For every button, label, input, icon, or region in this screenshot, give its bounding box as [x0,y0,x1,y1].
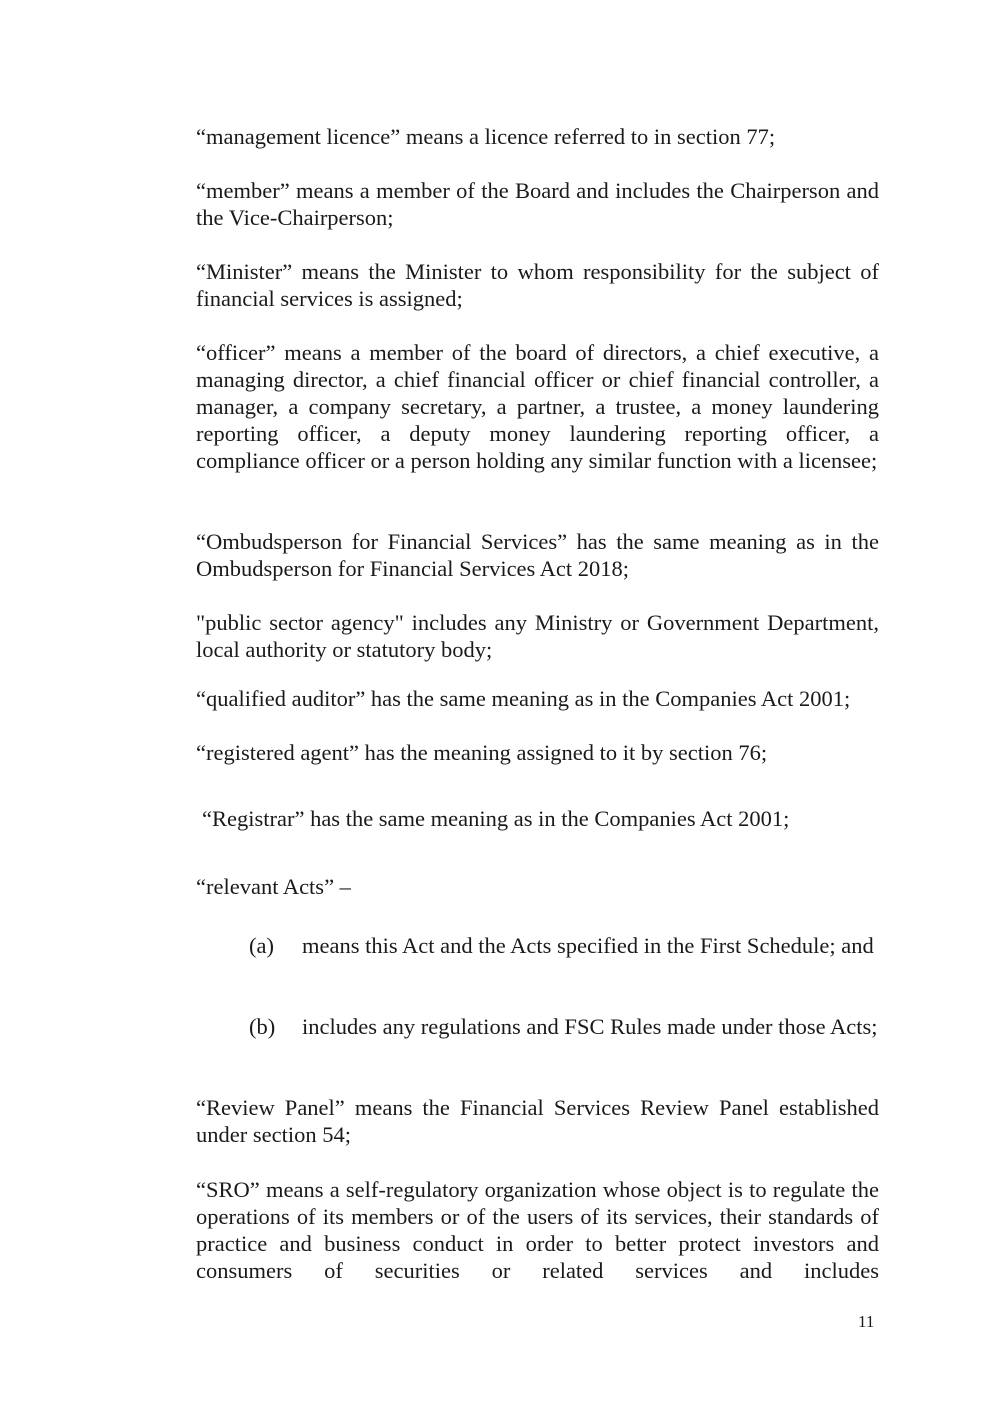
definition-registered-agent: “registered agent” has the meaning assigned to it by section 76; [196,740,768,765]
definition-management-licence: “management licence” means a licence referred to in section 77; [196,124,776,149]
relevant-acts-item-label: (a) [249,933,274,958]
definition-review-panel: “Review Panel” means the Financial Services Review Panel established under section 54; [196,1095,879,1147]
relevant-acts-item-text: includes any regulations and FSC Rules made under those Acts; [302,1014,878,1039]
page-number: 11 [858,1312,875,1331]
definition-member: “member” means a member of the Board and includes the Chairperson and the Vice-Chairperson; [196,178,879,230]
relevant-acts-item-label: (b) [249,1014,276,1039]
definition-minister: “Minister” means the Minister to whom responsibility for the subject of financial services is assigned; [196,259,879,311]
definition-relevant-acts-heading: “relevant Acts” – [196,874,351,899]
definition-sro: “SRO” means a self-regulatory organization whose object is to regulate the operations of its members or of the users of its services, their standards of practice and business conduct in order to better protect investors and consumers of securities or related services and includes [196,1177,879,1283]
definition-ombudsperson: “Ombudsperson for Financial Services” has the same meaning as in the Ombudsperson for Financial Services Act 2018; [196,529,879,581]
definition-qualified-auditor: “qualified auditor” has the same meaning as in the Companies Act 2001; [196,686,851,711]
definition-public-sector-agency: "public sector agency" includes any Ministry or Government Department, local authority or statutory body; [196,610,879,662]
definition-registrar: “Registrar” has the same meaning as in the Companies Act 2001; [202,806,790,831]
definition-officer: “officer” means a member of the board of directors, a chief executive, a managing director, a chief financial officer or chief financial controller, a manager, a company secretary, a partner, a trustee, a money laundering reporting officer, a deputy money laundering reporting officer, a compliance officer or a person holding any similar function with a licensee; [196,340,879,473]
relevant-acts-item-text: means this Act and the Acts specified in the First Schedule; and [302,933,874,958]
